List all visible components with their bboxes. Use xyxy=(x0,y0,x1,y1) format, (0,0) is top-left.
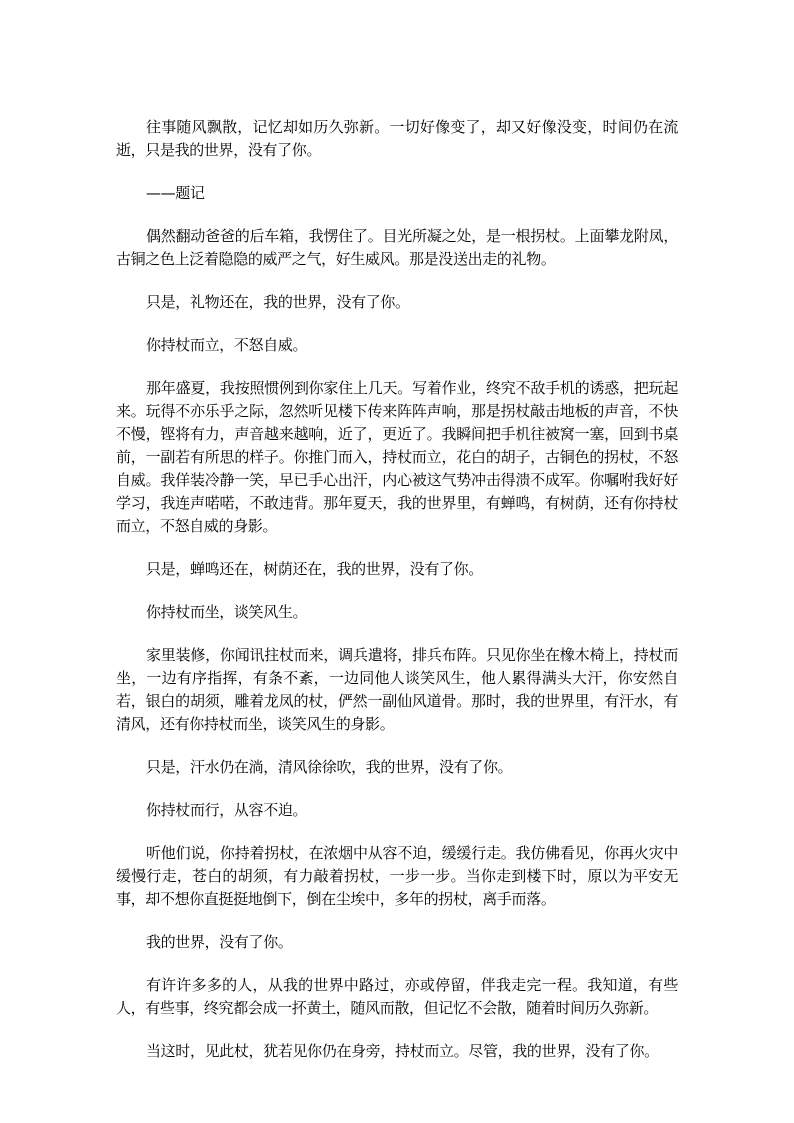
paragraph-12: 我的世界，没有了你。 xyxy=(146,933,293,951)
epigraph-note: ——题记 xyxy=(146,184,205,202)
paragraph-11: 听他们说，你持着拐杖，在浓烟中从容不迫，缓缓行走。我仿佛看见，你再火灾中缓慢行走，苍白的胡须，有力敲着拐杖，一步一步。当你走到楼下时，原以为平安无事，却不想你直挺挺地倒下，倒在尘埃中，多年的拐杖，离手而落。 xyxy=(116,844,678,908)
paragraph-5: 那年盛夏，我按照惯例到你家住上几天。写着作业，终究不敌手机的诱惑，把玩起来。玩得不亦乐乎之际，忽然听见楼下传来阵阵声响，那是拐杖敲击地板的声音，不快不慢，铿将有力，声音越来越响，近了，更近了。我瞬间把手机往被窝一塞，回到书桌前，一副若有所思的样子。你推门而入，持杖而立，花白的胡子，古铜色的拐杖，不怒自威。我佯装冷静一笑，早已手心出汗，内心被这气势冲击得溃不成军。你嘱咐我好好学习，我连声喏喏，不敢违背。那年夏天，我的世界里，有蝉鸣，有树荫，还有你持杖而立，不怒自威的身影。 xyxy=(116,379,678,535)
document-body xyxy=(116,116,678,1083)
paragraph-13: 有许许多多的人，从我的世界中路过，亦或停留，伴我走完一程。我知道，有些人，有些事，终究都会成一抔黄土，随风而散，但记忆不会散，随着时间历久弥新。 xyxy=(116,976,678,1017)
paragraph-7: 你持杖而坐，谈笑风生。 xyxy=(146,603,308,621)
paragraph-10: 你持杖而行，从容不迫。 xyxy=(146,801,308,819)
paragraph-9: 只是，汗水仍在淌，清风徐徐吹，我的世界，没有了你。 xyxy=(146,758,513,776)
paragraph-14: 当这时，见此杖，犹若见你仍在身旁，持杖而立。尽管，我的世界，没有了你。 xyxy=(146,1042,659,1060)
paragraph-4: 你持杖而立，不怒自威。 xyxy=(146,336,308,354)
paragraph-6: 只是，蝉鸣还在，树荫还在，我的世界，没有了你。 xyxy=(146,560,483,578)
paragraph-1: 往事随风飘散，记忆却如历久弥新。一切好像变了，却又好像没变，时间仍在流逝，只是我的世界，没有了你。 xyxy=(116,118,678,159)
paragraph-3: 只是，礼物还在，我的世界，没有了你。 xyxy=(146,293,410,311)
paragraph-2: 偶然翻动爸爸的后车箱，我愣住了。目光所凝之处，是一根拐杖。上面攀龙附凤，古铜之色上泛着隐隐的威严之气，好生威风。那是没送出走的礼物。 xyxy=(116,227,678,268)
paragraph-8: 家里装修，你闻讯拄杖而来，调兵遣将，排兵布阵。只见你坐在橡木椅上，持杖而坐，一边有序指挥，有条不紊，一边同他人谈笑风生，他人累得满头大汗，你安然自若，银白的胡须，雕着龙凤的杖，俨然一副仙风道骨。那时，我的世界里，有汗水，有清风，还有你持杖而坐，谈笑风生的身影。 xyxy=(116,646,678,733)
